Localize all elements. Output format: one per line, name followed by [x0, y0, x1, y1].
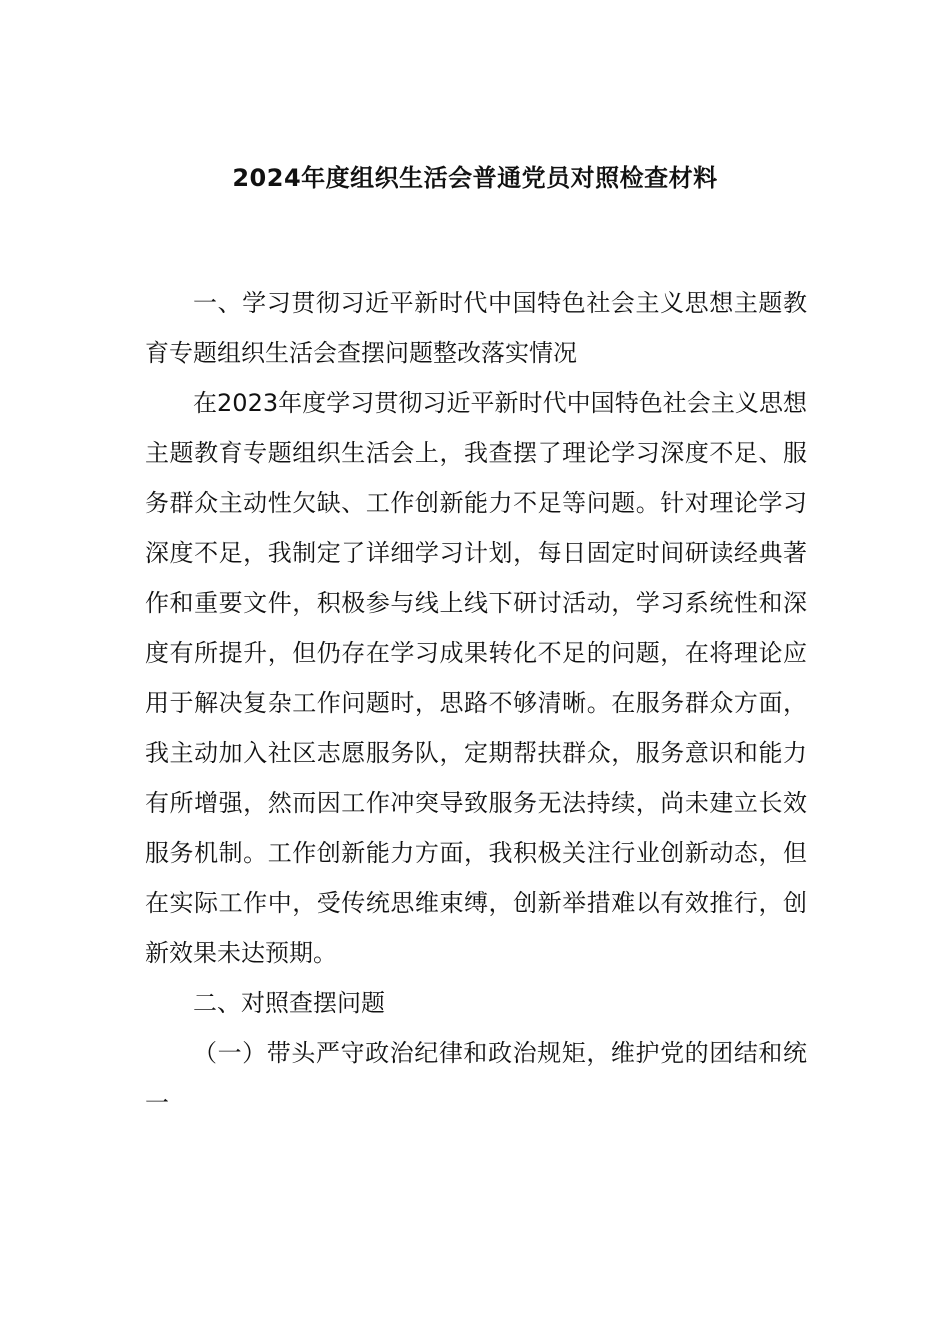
section-heading-1: 一、学习贯彻习近平新时代中国特色社会主义思想主题教育专题组织生活会查摆问题整改落实情况 [145, 289, 807, 367]
subsection-heading-1: （一）带头严守政治纪律和政治规矩，维护党的团结和统一 [145, 1039, 807, 1117]
section-heading-2: 二、对照查摆问题 [193, 989, 385, 1017]
document-body [145, 278, 807, 1128]
body-paragraph: 在2023年度学习贯彻习近平新时代中国特色社会主义思想主题教育专题组织生活会上，我查摆了理论学习深度不足、服务群众主动性欠缺、工作创新能力不足等问题。针对理论学习深度不足，我制定了详细学习计划，每日固定时间研读经典著作和重要文件，积极参与线上线下研讨活动，学习系统性和深度有所提升，但仍存在学习成果转化不足的问题，在将理论应用于解决复杂工作问题时，思路不够清晰。在服务群众方面，我主动加入社区志愿服务队，定期帮扶群众，服务意识和能力有所增强，然而因工作冲突导致服务无法持续，尚未建立长效服务机制。工作创新能力方面，我积极关注行业创新动态，但在实际工作中，受传统思维束缚，创新举措难以有效推行，创新效果未达预期。 [145, 389, 807, 967]
document-title: 2024年度组织生活会普通党员对照检查材料 [232, 164, 718, 192]
